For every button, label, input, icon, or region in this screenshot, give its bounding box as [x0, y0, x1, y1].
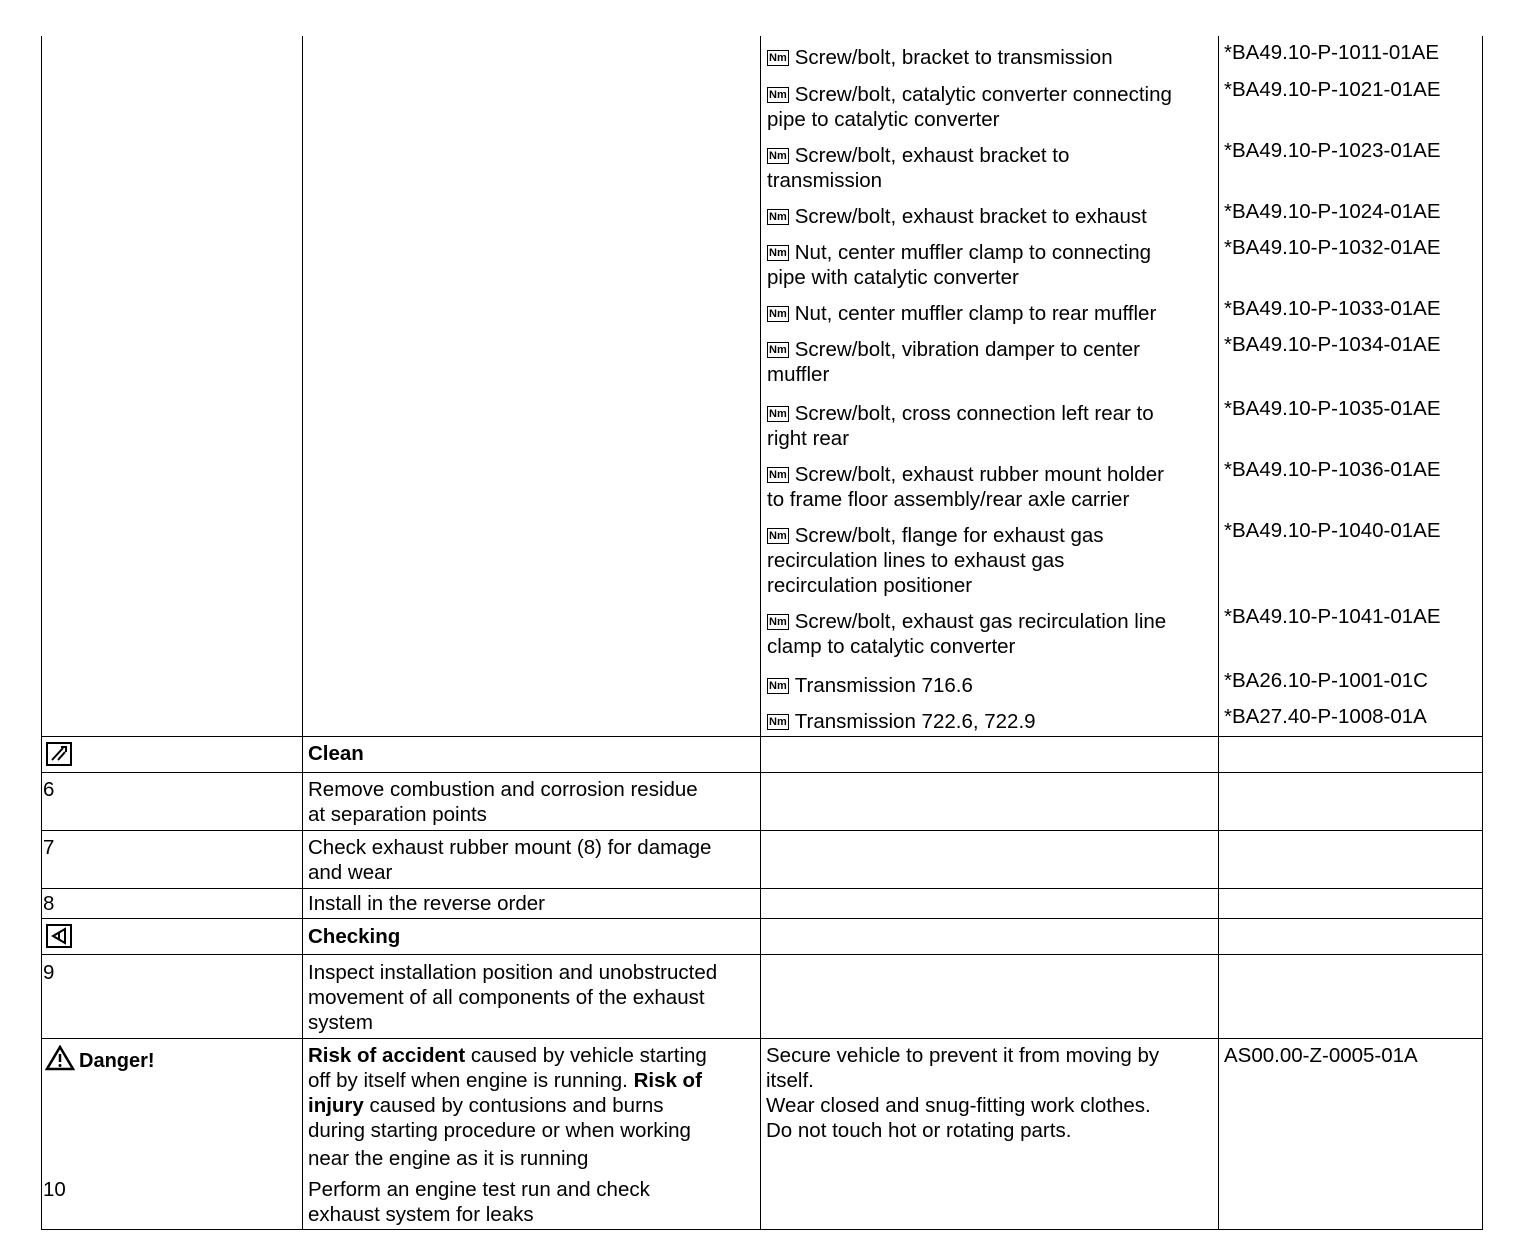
torque-spec-desc — [767, 337, 1140, 362]
torque-spec-text: Screw/bolt, exhaust bracket to — [794, 144, 1070, 167]
torque-spec-desc-cont — [767, 573, 972, 598]
torque-spec-text: right rear — [767, 427, 850, 450]
torque-nm-icon: Nm — [769, 530, 787, 542]
torque-spec-text: Nut, center muffler clamp to rear muffler — [794, 302, 1157, 325]
table-border-col4 — [1218, 36, 1219, 1230]
checking-icon — [46, 924, 72, 948]
torque-spec-ref: *BA49.10-P-1023-01AE — [1224, 139, 1441, 162]
torque-spec-ref: *BA26.10-P-1001-01C — [1224, 669, 1428, 692]
table-border-col2 — [302, 36, 303, 1230]
step-number: 10 — [43, 1178, 66, 1201]
torque-spec-text: Screw/bolt, exhaust rubber mount holder — [794, 463, 1164, 486]
step-text: at separation points — [308, 803, 487, 826]
warning-icon — [45, 1045, 75, 1071]
torque-spec-desc — [767, 82, 1172, 107]
torque-spec-desc-cont — [767, 107, 999, 132]
torque-nm-icon: Nm — [769, 408, 787, 420]
torque-spec-desc — [767, 523, 1104, 548]
danger-text: Danger! — [79, 1050, 155, 1072]
torque-spec-text: Screw/bolt, vibration damper to center — [794, 338, 1140, 361]
step-text: Install in the reverse order — [308, 892, 546, 915]
torque-nm-icon: Nm — [769, 308, 787, 320]
danger-risk-line — [308, 1043, 707, 1068]
torque-nm-icon: Nm — [769, 211, 787, 223]
torque-nm-icon: Nm — [769, 89, 787, 101]
torque-spec-desc-cont — [767, 634, 1015, 659]
torque-spec-desc — [767, 143, 1069, 168]
step-text: movement of all components of the exhaust — [308, 986, 705, 1009]
torque-spec-desc — [767, 301, 1156, 326]
torque-spec-text: muffler — [767, 363, 830, 386]
torque-spec-ref: *BA49.10-P-1040-01AE — [1224, 519, 1441, 542]
step-text: exhaust system for leaks — [308, 1203, 534, 1226]
step-text: Inspect installation position and unobstructed — [308, 961, 718, 984]
row-divider — [41, 954, 1483, 955]
torque-spec-text: recirculation positioner — [767, 574, 973, 597]
torque-spec-text: Screw/bolt, catalytic converter connecting — [794, 83, 1172, 106]
step-text: Check exhaust rubber mount (8) for damage — [308, 836, 712, 859]
torque-nm-icon: Nm — [769, 344, 787, 356]
step-number: 9 — [43, 961, 55, 984]
torque-spec-ref: *BA49.10-P-1033-01AE — [1224, 297, 1441, 320]
torque-spec-text: to frame floor assembly/rear axle carrier — [767, 488, 1130, 511]
safety-measure: Do not touch hot or rotating parts. — [766, 1119, 1072, 1142]
torque-spec-text: Screw/bolt, flange for exhaust gas — [794, 524, 1104, 547]
step-text: Remove combustion and corrosion residue — [308, 778, 698, 801]
safety-measure: Secure vehicle to prevent it from moving by — [766, 1044, 1160, 1067]
torque-spec-desc-cont — [767, 548, 1064, 573]
torque-spec-desc — [767, 609, 1166, 634]
torque-spec-text: clamp to catalytic converter — [767, 635, 1016, 658]
row-divider — [41, 736, 1483, 737]
torque-spec-desc-cont — [767, 265, 1019, 290]
step-number: 7 — [43, 836, 55, 859]
torque-nm-icon: Nm — [769, 716, 787, 728]
safety-measure: Wear closed and snug-fitting work clothes. — [766, 1094, 1151, 1117]
row-divider — [41, 888, 1483, 889]
risk-bold: injury — [308, 1094, 364, 1117]
torque-spec-ref: *BA49.10-P-1011-01AE — [1224, 41, 1440, 64]
torque-spec-ref: *BA49.10-P-1034-01AE — [1224, 333, 1441, 356]
torque-spec-ref: *BA49.10-P-1041-01AE — [1224, 605, 1441, 628]
step-number: 8 — [43, 892, 55, 915]
step-number: 6 — [43, 778, 55, 801]
torque-spec-text: transmission — [767, 169, 883, 192]
risk-bold: Risk of — [633, 1069, 702, 1092]
safety-measure: itself. — [766, 1069, 814, 1092]
torque-spec-text: pipe to catalytic converter — [767, 108, 1000, 131]
step-text: Perform an engine test run and check — [308, 1178, 650, 1201]
risk-text: caused by vehicle starting — [465, 1044, 707, 1067]
torque-spec-desc-cont — [767, 426, 849, 451]
torque-spec-text: Screw/bolt, bracket to transmission — [794, 46, 1113, 69]
torque-spec-text: Nut, center muffler clamp to connecting — [794, 241, 1152, 264]
torque-spec-ref: *BA49.10-P-1024-01AE — [1224, 200, 1441, 223]
safety-reference: AS00.00-Z-0005-01A — [1224, 1044, 1418, 1067]
torque-spec-desc — [767, 462, 1164, 487]
step-text: and wear — [308, 861, 393, 884]
row-divider — [41, 830, 1483, 831]
torque-spec-ref: *BA27.40-P-1008-01A — [1224, 705, 1427, 728]
torque-spec-ref: *BA49.10-P-1032-01AE — [1224, 236, 1441, 259]
torque-spec-text: recirculation lines to exhaust gas — [767, 549, 1065, 572]
torque-spec-text: Transmission 716.6 — [794, 674, 973, 697]
torque-nm-icon: Nm — [769, 150, 787, 162]
danger-risk-line — [308, 1068, 702, 1093]
torque-spec-desc-cont — [767, 362, 829, 387]
clean-icon — [46, 742, 72, 766]
danger-risk-line — [308, 1093, 664, 1118]
clean-heading: Clean — [308, 742, 364, 765]
torque-spec-desc — [767, 45, 1113, 70]
table-border-bottom — [41, 1229, 1483, 1230]
torque-spec-text: Transmission 722.6, 722.9 — [794, 710, 1036, 733]
table-border-col3 — [760, 36, 761, 1230]
torque-spec-desc-cont — [767, 487, 1129, 512]
danger-label — [45, 1045, 155, 1074]
torque-spec-desc — [767, 240, 1151, 265]
torque-spec-text: pipe with catalytic converter — [767, 266, 1019, 289]
risk-bold: Risk of accident — [308, 1044, 466, 1067]
table-border-left — [41, 36, 42, 1230]
table-border-right — [1482, 36, 1483, 1230]
torque-spec-desc — [767, 204, 1147, 229]
torque-nm-icon: Nm — [769, 616, 787, 628]
torque-nm-icon: Nm — [769, 247, 787, 259]
step-text: system — [308, 1011, 373, 1034]
torque-spec-desc — [767, 673, 973, 698]
risk-text: off by itself when engine is running. — [308, 1069, 628, 1092]
row-divider — [41, 1038, 1483, 1039]
danger-risk-line: during starting procedure or when working — [308, 1119, 691, 1142]
row-divider — [41, 918, 1483, 919]
torque-spec-desc — [767, 401, 1154, 426]
torque-spec-text: Screw/bolt, exhaust bracket to exhaust — [794, 205, 1147, 228]
torque-spec-ref: *BA49.10-P-1036-01AE — [1224, 458, 1441, 481]
danger-risk-line: near the engine as it is running — [308, 1147, 589, 1170]
torque-spec-text: Screw/bolt, cross connection left rear to — [794, 402, 1154, 425]
torque-spec-desc — [767, 709, 1036, 734]
risk-text: caused by contusions and burns — [363, 1094, 664, 1117]
torque-nm-icon: Nm — [769, 52, 787, 64]
checking-heading: Checking — [308, 925, 401, 948]
torque-spec-ref: *BA49.10-P-1035-01AE — [1224, 397, 1441, 420]
torque-spec-ref: *BA49.10-P-1021-01AE — [1224, 78, 1441, 101]
torque-nm-icon: Nm — [769, 469, 787, 481]
torque-spec-desc-cont — [767, 168, 882, 193]
torque-spec-text: Screw/bolt, exhaust gas recirculation line — [794, 610, 1167, 633]
row-divider — [41, 772, 1483, 773]
torque-nm-icon: Nm — [769, 680, 787, 692]
